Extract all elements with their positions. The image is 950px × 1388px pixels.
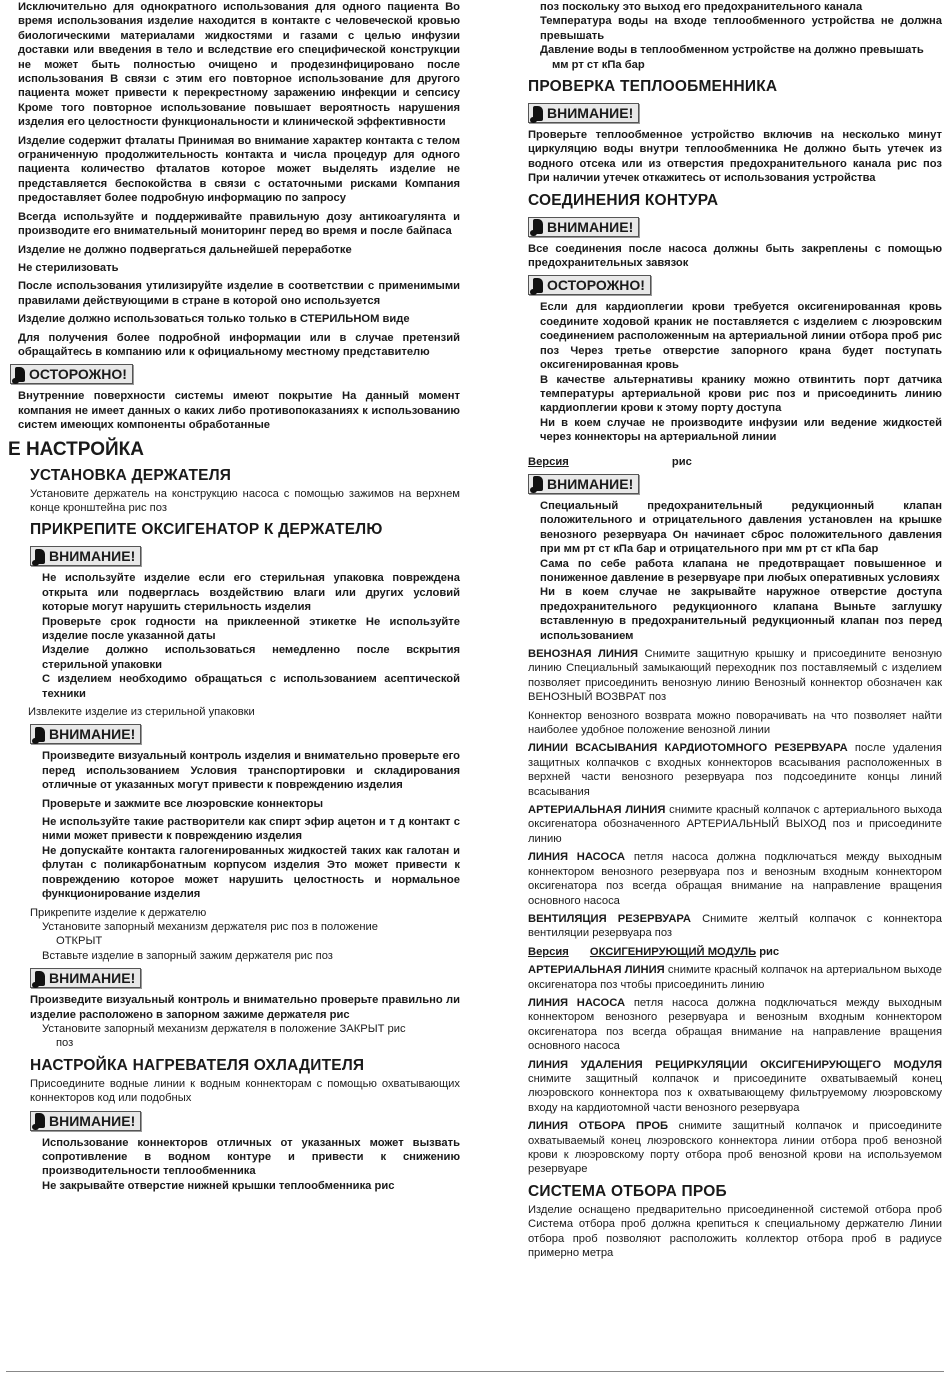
remove-text: Извлеките изделие из стерильной упаковки — [28, 706, 255, 719]
caution-item: Ни в коем случае не производите инфузии или ведение жидкостей через коннекторы на артериальной линии — [540, 416, 942, 444]
caution-badge: ОСТОРОЖНО! — [10, 364, 133, 384]
warning-list — [30, 1136, 460, 1194]
pointing-hand-icon — [533, 219, 543, 234]
warning-item: С изделием необходимо обращаться с использованием асептической техники — [42, 673, 460, 700]
right-column — [528, 0, 942, 1260]
sampling-line: ЛИНИЯ ОТБОРА ПРОБ снимите защитный колпачок и присоедините охватываемый конец люэровского коннектора линии отбора проб венозной крови к люэровскому порту отбора проб венозной крови на используемом резервуаре — [528, 1120, 943, 1176]
warning-badge: ВНИМАНИЕ! — [30, 724, 141, 744]
attach-step: поз — [56, 1037, 74, 1050]
setup-section — [18, 467, 460, 1194]
attach-heading: ПРИКРЕПИТЕ ОКСИГЕНАТОР К ДЕРЖАТЕЛЮ — [30, 521, 383, 539]
warning-item: Сама по себе работа клапана не предотвращает повышенное и пониженное давление в резервуаре при любых оперативных условиях — [540, 557, 942, 584]
version-line: Версия ОКСИГЕНИРУЮЩИЙ МОДУЛЬ рис — [528, 945, 780, 958]
warning-badge: ВНИМАНИЕ! — [528, 474, 639, 494]
heater-continued — [528, 0, 942, 72]
connections-text: Все соединения после насоса должны быть закреплены с помощью предохранительных завязок — [528, 242, 942, 270]
pointing-hand-icon — [35, 727, 45, 742]
warning-item: Давление воды в теплообменном устройстве на должно превышать — [540, 44, 924, 57]
warning-item: Не используйте такие растворители как спирт эфир ацетон и т д контакт с ними может привести к повреждению изделия — [42, 816, 460, 843]
warning-item: Не закрывайте отверстие нижней крышки теплообменника рис — [42, 1179, 395, 1192]
sterile-only-paragraph: Изделие должно использоваться только только в СТЕРИЛЬНОМ виде — [18, 313, 410, 326]
caution-list — [528, 300, 942, 444]
warning-item: Произведите визуальный контроль и внимательно проверьте правильно ли изделие расположено в запорном зажиме держателя рис — [30, 994, 460, 1021]
connections-heading: СОЕДИНЕНИЯ КОНТУРА — [528, 191, 719, 209]
warning-badge: ВНИМАНИЕ! — [30, 1111, 141, 1131]
warning-list — [30, 749, 460, 901]
single-use-paragraph: Исключительно для однократного использования для одного пациента Во время использования изделие находится в контакте с человеческой кровью биологическими материалами жидкостями и газами с целью инфузии доставки или введения в тело и вследствие его специфической конструкции не может быть полностью очищено и продезинфицировано после использования В связи с этим его повторное использование для другого пациента может привести к перекрестному заражению инфекции и сепсису Кроме того повторное использование повышает вероятность нарушения изделия его целостности функциональности и клинической эффективности — [18, 1, 460, 129]
recirculation-line: ЛИНИЯ УДАЛЕНИЯ РЕЦИРКУЛЯЦИИ ОКСИГЕНИРУЮЩЕГО МОДУЛЯ снимите защитный колпачок и присоедините охватываемый конец люэровского коннектора поз к охватывающему фильтруемому люэровскому входу на кардиотомной части венозного резервуара — [528, 1058, 942, 1114]
heater-text: Присоедините водные линии к водным коннекторам с помощью охватывающих коннекторов код или подобных — [30, 1077, 460, 1105]
warning-item: Произведите визуальный контроль изделия и внимательно проверьте его перед использованием Условия транспортировки и складирования отличные от указанных могут привести к повреждению изделия — [42, 750, 460, 792]
heater-heading: НАСТРОЙКА НАГРЕВАТЕЛЯ ОХЛАДИТЕЛЯ — [30, 1056, 365, 1074]
caution-item: В качестве альтернативы кранику можно отвинтить порт датчика температуры артериальной крови рис поз и присоединить линию кардиоплегии крови к этому порту доступа — [540, 373, 942, 415]
section-heading: Е НАСТРОЙКА — [8, 438, 144, 460]
version-line: Версия рис — [528, 455, 692, 468]
warning-item: Проверьте срок годности на приклеенной этикетке Не используйте изделие после указанной даты — [42, 615, 460, 642]
venous-rotation: Коннектор венозного возврата можно поворачивать на что позволяет найти наиболее удобное положение венозной линии — [528, 709, 942, 737]
venous-line: ВЕНОЗНАЯ ЛИНИЯ Снимите защитную крышку и присоедините венозную линию Специальный замыкающий переходник поз поставляемый с изделием позволяет присоединить венозную линию Венозный коннектор обозначен как ВЕНОЗНЫЙ ВОЗВРАТ поз — [528, 648, 942, 704]
warning-badge: ВНИМАНИЕ! — [528, 103, 639, 123]
disposal-paragraph: После использования утилизируйте изделие в соответствии с применимыми правилами действующими в стране в которой оно используется — [18, 280, 460, 307]
holder-heading: УСТАНОВКА ДЕРЖАТЕЛЯ — [30, 466, 232, 484]
footer-divider — [6, 1371, 944, 1372]
attach-step: Установите запорный механизм держателя в положение ЗАКРЫТ рис — [42, 1022, 406, 1035]
warning-item: Не используйте изделие если его стерильная упаковка повреждена открыта или подверглась воздействию влаги или других условий которые могут нарушить стерильность изделия — [42, 572, 460, 614]
warning-item: Использование коннекторов отличных от указанных может вызвать сопротивление в водном контуре и привести к снижению производительности теплообменника — [42, 1136, 460, 1178]
warning-list — [30, 571, 460, 701]
no-sterilize-paragraph: Не стерилизовать — [18, 261, 119, 274]
warning-item: Температура воды на входе теплообменного устройства не должна превышать — [540, 15, 942, 42]
sampling-system-heading: СИСТЕМА ОТБОРА ПРОБ — [528, 1182, 727, 1200]
warning-badge: ВНИМАНИЕ! — [30, 968, 141, 988]
contact-paragraph: Для получения более подробной информации или в случае претензий обращайтесь в компанию или к официальному местному представителю — [18, 331, 460, 358]
pointing-hand-icon — [35, 549, 45, 564]
pointing-hand-icon — [533, 278, 543, 293]
coating-paragraph: Внутренние поверхности системы имеют покрытие На данный момент компания не имеет данных о каких либо противопоказаниях к использованию систем имеющих компоненты обработанные — [18, 390, 460, 432]
warning-item: Не допускайте контакта галогенированных жидкостей таких как галотан и флутан с поликарбонатным корпусом изделия Это может привести к повреждению которое может нарушить целостность и нормальное функционирование изделия — [42, 844, 460, 901]
warning-list — [528, 499, 942, 643]
warning-item: Ни в коем случае не закрывайте наружное отверстие доступа предохранительного редукционного клапана Выньте заглушку вставленную в предохранительный редукционный клапан поз перед использованием — [540, 586, 942, 642]
warning-badge: ВНИМАНИЕ! — [528, 217, 639, 237]
warning-item: мм рт ст кПа бар — [552, 58, 645, 71]
warning-badge: ВНИМАНИЕ! — [30, 546, 141, 566]
pump-line-2: ЛИНИЯ НАСОСА петля насоса должна подключаться между выходным коннектором венозного резервуара и венозным входным коннектором оксигенатора поз всегда обращая внимание на направление вращения основного насоса — [528, 996, 942, 1053]
warning-item: Специальный предохранительный редукционный клапан положительного и отрицательного давления установлен на крышке венозного резервуара Он начинает сброс положительного давления при мм рт ст кПа бар и отрицательного при мм рт ст кПа бар — [540, 499, 942, 556]
reservoir-vent: ВЕНТИЛЯЦИЯ РЕЗЕРВУАРА Снимите желтый колпачок с коннектора вентиляции резервуара поз — [528, 912, 942, 940]
check-text: Проверьте теплообменное устройство включив на несколько минут циркуляцию воды внутри теплообменника Не должно быть утечек из водного отсека или из отверстия предохранительного канала рис поз При наличии утечек откажитесь от использования устройства — [528, 129, 942, 185]
phthalates-paragraph: Изделие содержит фталаты Принимая во внимание характер контакта с телом ограниченную продолжительность контакта и числа процедур для одного пациента количество фталатов которое может выделять изделие не представляется беспокойства в связи с остаточными рисками Компания предоставляет более подробную информацию по запросу — [18, 134, 460, 205]
arterial-line: АРТЕРИАЛЬНАЯ ЛИНИЯ снимите красный колпачок с артериального выхода оксигенатора обозначенного АРТЕРИАЛЬНЫЙ ВЫХОД поз и присоедините линию — [528, 804, 942, 845]
warning-item: Проверьте и зажмите все люэровские коннекторы — [42, 797, 324, 810]
warning-item: поз поскольку это выход его предохранительного канала — [540, 1, 863, 13]
warning-item: Изделие должно использоваться немедленно после вскрытия стерильной упаковки — [42, 644, 460, 671]
caution-badge: ОСТОРОЖНО! — [528, 275, 651, 295]
pointing-hand-icon — [533, 106, 543, 121]
attach-step: Вставьте изделие в запорный зажим держателя рис поз — [42, 949, 333, 962]
pump-line: ЛИНИЯ НАСОСА петля насоса должна подключаться между выходным коннектором венозного резервуара поз и венозным входным коннектором оксигенатора поз всегда обращая внимание на направление вращения основного насоса — [528, 851, 942, 907]
attach-step: Прикрепите изделие к держателю — [30, 906, 207, 919]
attach-step: Установите запорный механизм держателя рис поз в положение — [42, 920, 378, 933]
arterial-line-2: АРТЕРИАЛЬНАЯ ЛИНИЯ снимите красный колпачок на артериальном выходе оксигенатора поз чтобы присоединить линию — [528, 964, 943, 991]
pointing-hand-icon — [35, 971, 45, 986]
cardiotomy-lines: ЛИНИИ ВСАСЫВАНИЯ КАРДИОТОМНОГО РЕЗЕРВУАРА после удаления защитных колпачков с входных коннекторов всасывания расположенных в верхней части венозного резервуара поз подсоедините концы линий всасывания — [528, 742, 942, 798]
caution-item: Если для кардиоплегии крови требуется оксигенированная кровь соедините ходовой краник не поставляется с изделием с люэровским соединением расположенным на артериальной линии отбора проб рис поз Через третье отверстие запорного крана будет поступать оксигенированная кровь — [540, 301, 942, 372]
no-reprocess-paragraph: Изделие не должно подвергаться дальнейшей переработке — [18, 243, 352, 256]
pointing-hand-icon — [15, 367, 25, 382]
attach-step: ОТКРЫТ — [56, 935, 103, 948]
pointing-hand-icon — [533, 476, 543, 491]
pointing-hand-icon — [35, 1113, 45, 1128]
holder-text: Установите держатель на конструкцию насоса с помощью зажимов на верхнем конце кронштейна рис поз — [30, 487, 460, 514]
left-column — [8, 0, 460, 1193]
sampling-system-text: Изделие оснащено предварительно присоединенной системой отбора проб Система отбора проб должна крепиться к специальному держателю Линии отбора проб позволяют расположить коллектор отбора проб в радиусе примерно метра — [528, 1203, 942, 1260]
anticoagulant-paragraph: Всегда используйте и поддерживайте правильную дозу антикоагулянта и производите его внимательный мониторинг перед во время и после байпаса — [18, 210, 460, 238]
check-heading: ПРОВЕРКА ТЕПЛООБМЕННИКА — [528, 78, 778, 96]
